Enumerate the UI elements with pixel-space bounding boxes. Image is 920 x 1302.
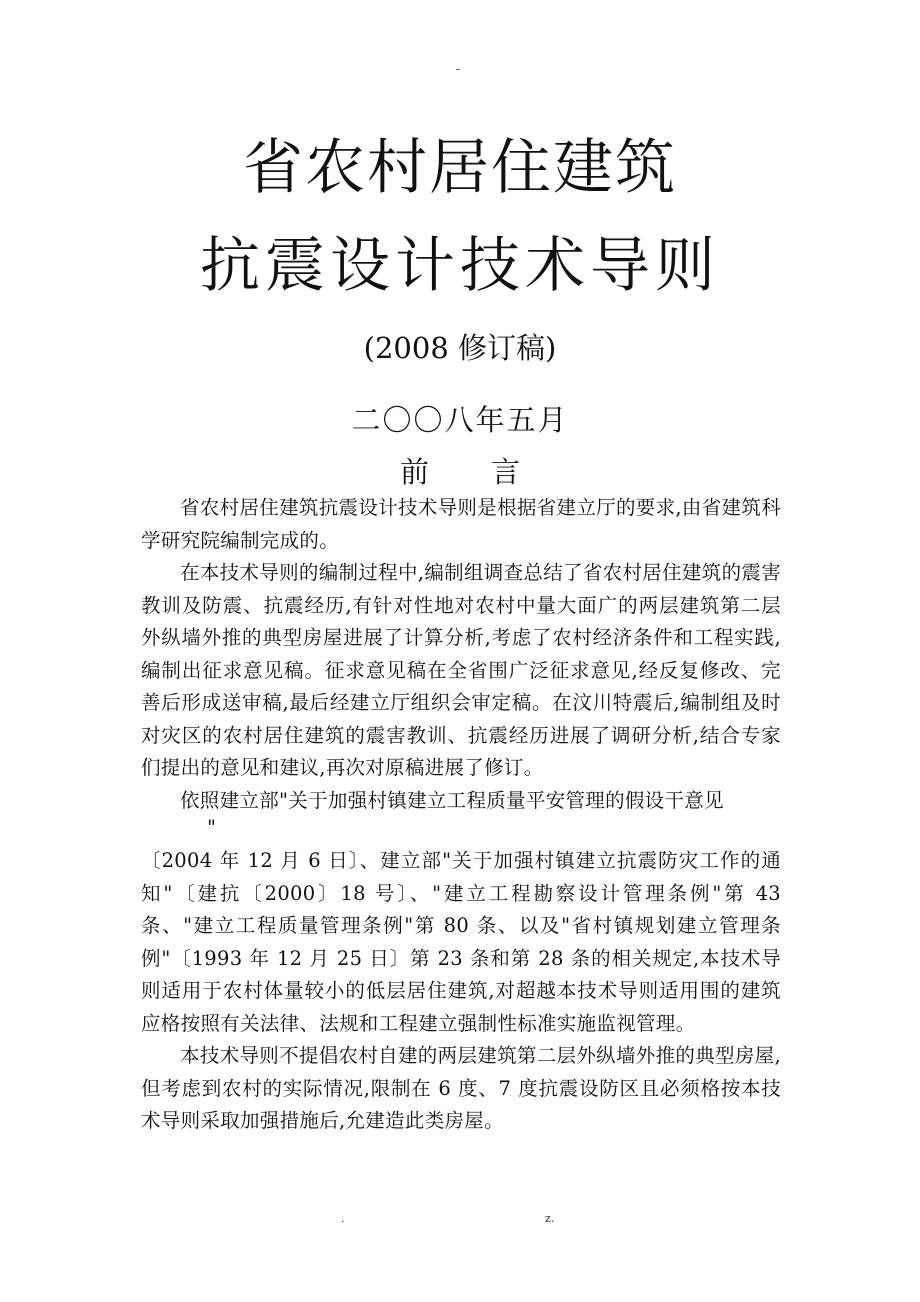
revision-note: (2008 修订稿) [363,331,557,365]
preface-heading-left: 前 [399,455,429,489]
title-line-1: 省农村居住建筑 [243,133,677,203]
preface-body [141,492,781,1138]
paragraph-4: 本技术导则不提倡农村自建的两层建筑第二层外纵墙外推的典型房屋,但考虑到农村的实际情况,限制在 6 度、7 度抗震设防区且必须格按本技术导则采取加强措施后,允建造此类房屋。 [141,1044,781,1132]
paragraph-1: 省农村居住建筑抗震设计技术导则是根据省建立厅的要求,由省建筑科学研究院编制完成的。 [141,496,781,552]
footer-right-mark: z. [545,1212,555,1225]
title-line-2: 抗震设计技术导则 [200,231,720,301]
paragraph-3-orphan-quote: " [207,816,217,839]
preface-heading [0,450,920,491]
header-mark: - [456,62,461,76]
publication-date: 二〇〇八年五月 [351,403,569,437]
paragraph-3-rest: 〔2004 年 12 月 6 日〕、建立部"关于加强村镇建立抗震防灾工作的通知"〔建抗〔2000〕18 号〕、"建立工程勘察设计管理条例"第 43 条、"建立工程质量管理条例"第 80 条、以及"省村镇规划建立管理条例"〔1993 年 12 月 25 日〕第 23 条和第 28 条的相关规定,本技术导则适用于农村体量较小的低层居住建筑,对超越本技术导则适用围的建筑应格按照有关法律、法规和工程建立强制性标准实施监视管理。 [141,849,781,1035]
paragraph-2: 在本技术导则的编制过程中,编制组调查总结了省农村居住建筑的震害教训及防震、抗震经历,有针对性地对农村中量大面广的两层建筑第二层外纵墙外推的典型房屋进展了计算分析,考虑了农村经济条件和工程实践,编制出征求意见稿。征求意见稿在全省围广泛征求意见,经反复修改、完善后形成送审稿,最后经建立厅组织会审定稿。在汶川特震后,编制组及时对灾区的农村居住建筑的震害教训、抗震经历进展了调研分析,结合专家们提出的意见和建议,再次对原稿进展了修订。 [141,561,781,779]
preface-heading-right: 言 [491,455,521,489]
paragraph-3-line-1: 依照建立部"关于加强村镇建立工程质量平安管理的假设干意见 [180,788,724,812]
footer-left-mark: . [341,1212,345,1225]
